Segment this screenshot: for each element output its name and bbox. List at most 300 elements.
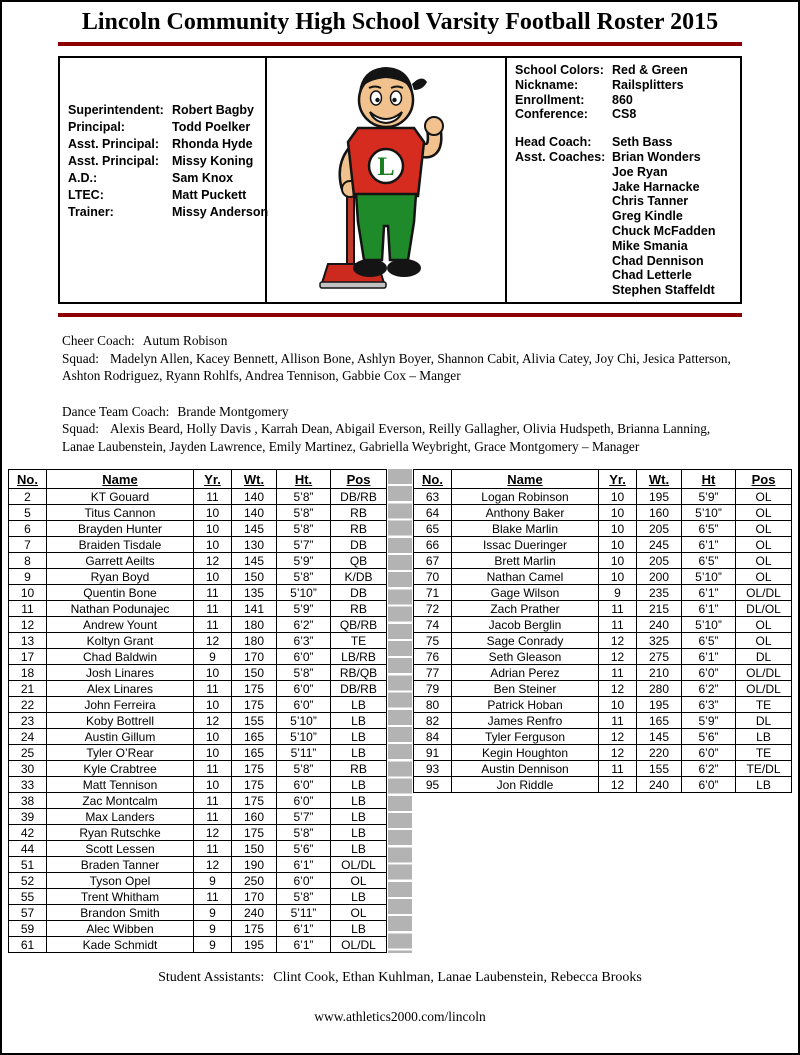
roster-cell: 175 [232,793,277,809]
roster-cell: 9 [194,905,232,921]
roster-row [9,841,387,857]
roster-cell: 11 [194,793,232,809]
roster-cell: TE/DL [736,761,792,777]
roster-header-cell: Pos [331,470,387,489]
roster-cell: 66 [414,537,452,553]
asst-coaches-label [515,268,612,283]
roster-cell: 195 [637,697,682,713]
roster-cell: 141 [232,601,277,617]
roster-cell: 5’10” [277,713,331,729]
roster-cell: 12 [194,825,232,841]
roster-cell: 10 [194,665,232,681]
asst-coach-name: Brian Wonders [612,149,701,164]
roster-cell: 59 [9,921,47,937]
roster-header-row [414,470,792,489]
roster-cell: LB [331,809,387,825]
roster-cell: LB [331,777,387,793]
roster-table-left [8,469,387,953]
roster-cell: 6’5” [682,633,736,649]
roster-cell: 95 [414,777,452,793]
roster-cell: 10 [599,569,637,585]
cheer-coach-label: Cheer Coach: [62,333,135,348]
roster-cell: Brandon Smith [47,905,194,921]
school-info-value: CS8 [612,107,637,122]
roster-cell: 11 [194,489,232,505]
roster-cell: 11 [599,601,637,617]
roster-row [9,697,387,713]
asst-coach-name: Mike Smania [612,238,688,253]
roster-row [414,649,792,665]
roster-cell: 160 [637,505,682,521]
roster-cell: Zach Prather [452,601,599,617]
roster-cell: 7 [9,537,47,553]
roster-cell: 75 [414,633,452,649]
roster-cell: OL [736,521,792,537]
roster-cell: 9 [599,585,637,601]
roster-cell: Braden Tanner [47,857,194,873]
roster-row [9,569,387,585]
roster-cell: Ryan Boyd [47,569,194,585]
roster-cell: OL/DL [331,857,387,873]
roster-cell: 240 [232,905,277,921]
roster-cell: Tyler O’Rear [47,745,194,761]
asst-coaches-label [515,209,612,224]
roster-cell: 5’8” [277,569,331,585]
roster-cell: 150 [232,841,277,857]
roster-cell: 6’1” [277,921,331,937]
roster-cell: 9 [194,873,232,889]
roster-cell: 6’3” [682,697,736,713]
roster-cell: 140 [232,505,277,521]
roster-row [9,505,387,521]
roster-cell: 245 [637,537,682,553]
roster-cell: Brett Marlin [452,553,599,569]
roster-cell: DB [331,537,387,553]
roster-tables [8,469,792,953]
roster-cell: 11 [9,601,47,617]
staff-value: Missy Koning [172,154,254,168]
roster-row [414,761,792,777]
roster-cell: LB [736,729,792,745]
roster-cell: 170 [232,649,277,665]
roster-row [9,857,387,873]
staff-label: Asst. Principal: [68,137,159,151]
roster-cell: TE [736,697,792,713]
asst-coach-name: Greg Kindle [612,209,683,224]
roster-cell: 5’8” [277,889,331,905]
roster-cell: Blake Marlin [452,521,599,537]
roster-cell: Sage Conrady [452,633,599,649]
roster-row [9,649,387,665]
roster-cell: OL/DL [736,585,792,601]
roster-cell: Trent Whitham [47,889,194,905]
roster-cell: 235 [637,585,682,601]
roster-cell: 175 [232,681,277,697]
roster-cell: 5’10” [682,617,736,633]
info-box [58,56,742,304]
roster-row [9,745,387,761]
asst-coaches-label [515,283,612,298]
roster-cell: Josh Linares [47,665,194,681]
roster-cell: 175 [232,761,277,777]
roster-row [9,793,387,809]
roster-cell: OL/DL [736,681,792,697]
roster-cell: 63 [414,489,452,505]
roster-cell: 11 [194,617,232,633]
roster-cell: 42 [9,825,47,841]
staff-value: Rhonda Hyde [172,137,253,151]
roster-cell: 79 [414,681,452,697]
roster-row [414,521,792,537]
roster-cell: 5’9” [277,601,331,617]
asst-coaches-label [515,180,612,195]
roster-cell: 10 [194,777,232,793]
roster-cell: OL/DL [331,937,387,953]
roster-header-row [9,470,387,489]
roster-cell: Jacob Berglin [452,617,599,633]
roster-cell: 12 [194,713,232,729]
roster-cell: 150 [232,665,277,681]
roster-cell: Gage Wilson [452,585,599,601]
roster-row [9,537,387,553]
roster-cell: LB [331,697,387,713]
roster-cell: 130 [232,537,277,553]
roster-cell: DB/RB [331,489,387,505]
roster-cell: Kade Schmidt [47,937,194,953]
dance-squad-line [62,420,738,455]
roster-cell: Koltyn Grant [47,633,194,649]
roster-cell: 12 [599,633,637,649]
roster-row [9,553,387,569]
roster-cell: 74 [414,617,452,633]
roster-cell: 6’5” [682,521,736,537]
roster-cell: 57 [9,905,47,921]
asst-coach-name: Stephen Staffeldt [612,283,715,298]
roster-cell: Nathan Camel [452,569,599,585]
roster-cell: Alec Wibben [47,921,194,937]
school-info-value: 860 [612,92,633,107]
staff-value: Missy Anderson [172,205,269,219]
school-info-spacer [515,122,734,135]
roster-row [9,665,387,681]
roster-cell: 190 [232,857,277,873]
roster-header-cell: Name [452,470,599,489]
roster-cell: RB [331,761,387,777]
cheer-squad-line [62,350,738,385]
roster-header-cell: Yr. [194,470,232,489]
roster-cell: Max Landers [47,809,194,825]
roster-cell: 165 [232,745,277,761]
staff-value: Sam Knox [172,171,234,185]
roster-cell: Austin Dennison [452,761,599,777]
school-info-label: Conference: [515,107,588,122]
roster-cell: Alex Linares [47,681,194,697]
roster-cell: 5’11” [277,905,331,921]
roster-cell: 6’0” [277,793,331,809]
roster-cell: TE [331,633,387,649]
svg-text:L: L [376,152,395,181]
roster-cell: 12 [599,681,637,697]
roster-cell: 11 [194,809,232,825]
school-info-value: Railsplitters [612,77,684,92]
roster-header-cell: Yr. [599,470,637,489]
roster-cell: 11 [194,601,232,617]
roster-row [9,601,387,617]
roster-header-cell: No. [414,470,452,489]
roster-cell: 5’7” [277,809,331,825]
mascot-panel [267,58,507,302]
roster-row [9,937,387,953]
roster-cell: 6’0” [682,665,736,681]
roster-cell: 250 [232,873,277,889]
roster-cell: 165 [637,713,682,729]
asst-coach-name: Chad Dennison [612,253,704,268]
roster-cell: 11 [194,681,232,697]
roster-cell: 175 [232,697,277,713]
roster-cell: DB [331,585,387,601]
asst-coaches-label [515,194,612,209]
staff-label: Asst. Principal: [68,154,159,168]
roster-cell: 18 [9,665,47,681]
roster-header-cell: Wt. [637,470,682,489]
roster-row [9,521,387,537]
roster-row [414,729,792,745]
roster-cell: 5’11” [277,745,331,761]
roster-cell: 10 [194,569,232,585]
table-divider-strip [388,469,412,953]
roster-cell: Braiden Tisdale [47,537,194,553]
roster-cell: 205 [637,521,682,537]
roster-cell: 195 [637,489,682,505]
roster-cell: 64 [414,505,452,521]
roster-row [9,889,387,905]
roster-row [9,617,387,633]
roster-cell: 38 [9,793,47,809]
staff-panel [60,58,267,302]
roster-cell: QB/RB [331,617,387,633]
roster-cell: 72 [414,601,452,617]
roster-cell: 5’9” [682,489,736,505]
roster-cell: 145 [637,729,682,745]
roster-cell: 11 [194,585,232,601]
asst-coach-name: Jake Harnacke [612,179,700,194]
asst-coaches-label [515,254,612,269]
roster-cell: 275 [637,649,682,665]
roster-cell: 84 [414,729,452,745]
roster-cell: 10 [194,521,232,537]
roster-cell: 9 [194,937,232,953]
roster-cell: 12 [9,617,47,633]
school-info-label: Nickname: [515,77,579,92]
roster-cell: 30 [9,761,47,777]
roster-row [414,537,792,553]
roster-cell: 5’9” [682,713,736,729]
roster-cell: 70 [414,569,452,585]
roster-header-cell: Pos [736,470,792,489]
roster-cell: 5’8” [277,665,331,681]
staff-label: Superintendent: [68,103,164,117]
staff-label: A.D.: [68,171,98,185]
roster-cell: 17 [9,649,47,665]
roster-cell: RB [331,505,387,521]
roster-header-cell: No. [9,470,47,489]
roster-cell: 6’0” [277,873,331,889]
roster-cell: DL [736,649,792,665]
roster-row [414,777,792,793]
roster-cell: 11 [194,889,232,905]
roster-row [9,905,387,921]
mascot-image [304,62,469,298]
roster-cell: Jon Riddle [452,777,599,793]
roster-cell: LB [331,745,387,761]
roster-cell: 52 [9,873,47,889]
asst-coach-name: Chris Tanner [612,194,689,209]
roster-cell: 6’1” [682,585,736,601]
roster-cell: 6’0” [277,649,331,665]
roster-cell: 51 [9,857,47,873]
roster-cell: 6’1” [682,537,736,553]
roster-row [9,633,387,649]
roster-cell: Chad Baldwin [47,649,194,665]
roster-cell: 71 [414,585,452,601]
roster-cell: LB/RB [331,649,387,665]
school-info-label: School Colors: [515,63,604,77]
roster-cell: 11 [599,713,637,729]
roster-cell: 10 [599,537,637,553]
roster-cell: 180 [232,617,277,633]
roster-cell: OL [331,873,387,889]
roster-cell: 10 [194,745,232,761]
roster-cell: 6’5” [682,553,736,569]
roster-cell: LB [736,777,792,793]
roster-cell: LB [331,713,387,729]
roster-cell: 2 [9,489,47,505]
roster-cell: 5’8” [277,489,331,505]
roster-cell: 220 [637,745,682,761]
cheer-squad-label: Squad: [62,350,99,366]
roster-cell: Ryan Rutschke [47,825,194,841]
roster-cell: 21 [9,681,47,697]
roster-cell: 12 [599,729,637,745]
roster-cell: Titus Cannon [47,505,194,521]
roster-cell: Patrick Hoban [452,697,599,713]
staff-value: Robert Bagby [172,103,254,117]
roster-cell: OL [736,633,792,649]
roster-cell: Zac Montcalm [47,793,194,809]
roster-cell: 6’0” [682,745,736,761]
head-coach-name: Seth Bass [612,135,673,150]
roster-cell: 39 [9,809,47,825]
roster-cell: 5’9” [277,553,331,569]
roster-cell: 150 [232,569,277,585]
roster-cell: 93 [414,761,452,777]
roster-cell: 5’10” [277,585,331,601]
roster-cell: K/DB [331,569,387,585]
school-info-label: Enrollment: [515,92,585,107]
staff-value: Matt Puckett [172,188,247,202]
roster-cell: 12 [194,633,232,649]
coaches-grid [515,135,734,298]
roster-cell: 145 [232,553,277,569]
roster-row [414,617,792,633]
roster-row [414,553,792,569]
roster-cell: 55 [9,889,47,905]
roster-cell: 5’10” [682,569,736,585]
asst-coach-name: Chad Letterle [612,268,692,283]
roster-cell: 11 [599,617,637,633]
roster-cell: 9 [9,569,47,585]
roster-cell: 5’8” [277,505,331,521]
roster-header-cell: Name [47,470,194,489]
roster-cell: 10 [599,489,637,505]
roster-row [414,601,792,617]
roster-cell: RB [331,521,387,537]
roster-cell: 6’1” [682,601,736,617]
roster-cell: 10 [194,729,232,745]
head-coach-label: Head Coach: [515,135,592,150]
school-info-grid [515,63,734,122]
dance-coach-label: Dance Team Coach: [62,403,170,419]
roster-cell: 76 [414,649,452,665]
roster-cell: Logan Robinson [452,489,599,505]
asst-coaches-label [515,165,612,180]
roster-cell: John Ferreira [47,697,194,713]
roster-row [414,681,792,697]
dance-squad-names: Alexis Beard, Holly Davis , Karrah Dean, Abigail Everson, Reilly Gallagher, Olivia Hudspeth, Brianna Lanning, Lanae Laubenstein, Jayden Lawrence, Emily Martinez, Gabriella Weybright, Grace Montgomery – Manager [62,421,711,454]
dance-squad-label: Squad: [62,421,99,436]
cheer-section [62,332,738,385]
roster-cell: 80 [414,697,452,713]
asst-coaches-label [515,239,612,254]
dance-coach-name: Brande Montgomery [177,403,289,419]
roster-cell: 170 [232,889,277,905]
school-info-value: Red & Green [612,63,688,77]
roster-cell: 205 [637,553,682,569]
roster-cell: LB [331,889,387,905]
staff-label: Trainer: [68,205,114,219]
roster-row [9,681,387,697]
roster-row [9,489,387,505]
roster-cell: 5’7” [277,537,331,553]
roster-cell: 12 [599,649,637,665]
roster-row [9,921,387,937]
roster-cell: 175 [232,777,277,793]
roster-header-cell: Ht. [277,470,331,489]
roster-cell: 6’0” [277,777,331,793]
roster-cell: 155 [232,713,277,729]
roster-cell: 25 [9,745,47,761]
staff-label: LTEC: [68,188,104,202]
roster-row [414,569,792,585]
roster-cell: 11 [599,665,637,681]
student-assistants-names: Clint Cook, Ethan Kuhlman, Lanae Laubenstein, Rebecca Brooks [273,970,642,985]
roster-row [9,825,387,841]
roster-cell: 61 [9,937,47,953]
roster-cell: Andrew Yount [47,617,194,633]
roster-cell: LB [331,793,387,809]
roster-cell: 12 [599,777,637,793]
asst-coaches-label: Asst. Coaches: [515,149,606,164]
roster-header-cell: Wt. [232,470,277,489]
roster-cell: 5’8” [277,825,331,841]
roster-cell: 5’6” [277,841,331,857]
roster-table-right [413,469,792,793]
roster-cell: 165 [232,729,277,745]
asst-coach-name: Joe Ryan [612,164,668,179]
roster-cell: 22 [9,697,47,713]
roster-cell: 325 [637,633,682,649]
asst-coaches-label [515,224,612,239]
